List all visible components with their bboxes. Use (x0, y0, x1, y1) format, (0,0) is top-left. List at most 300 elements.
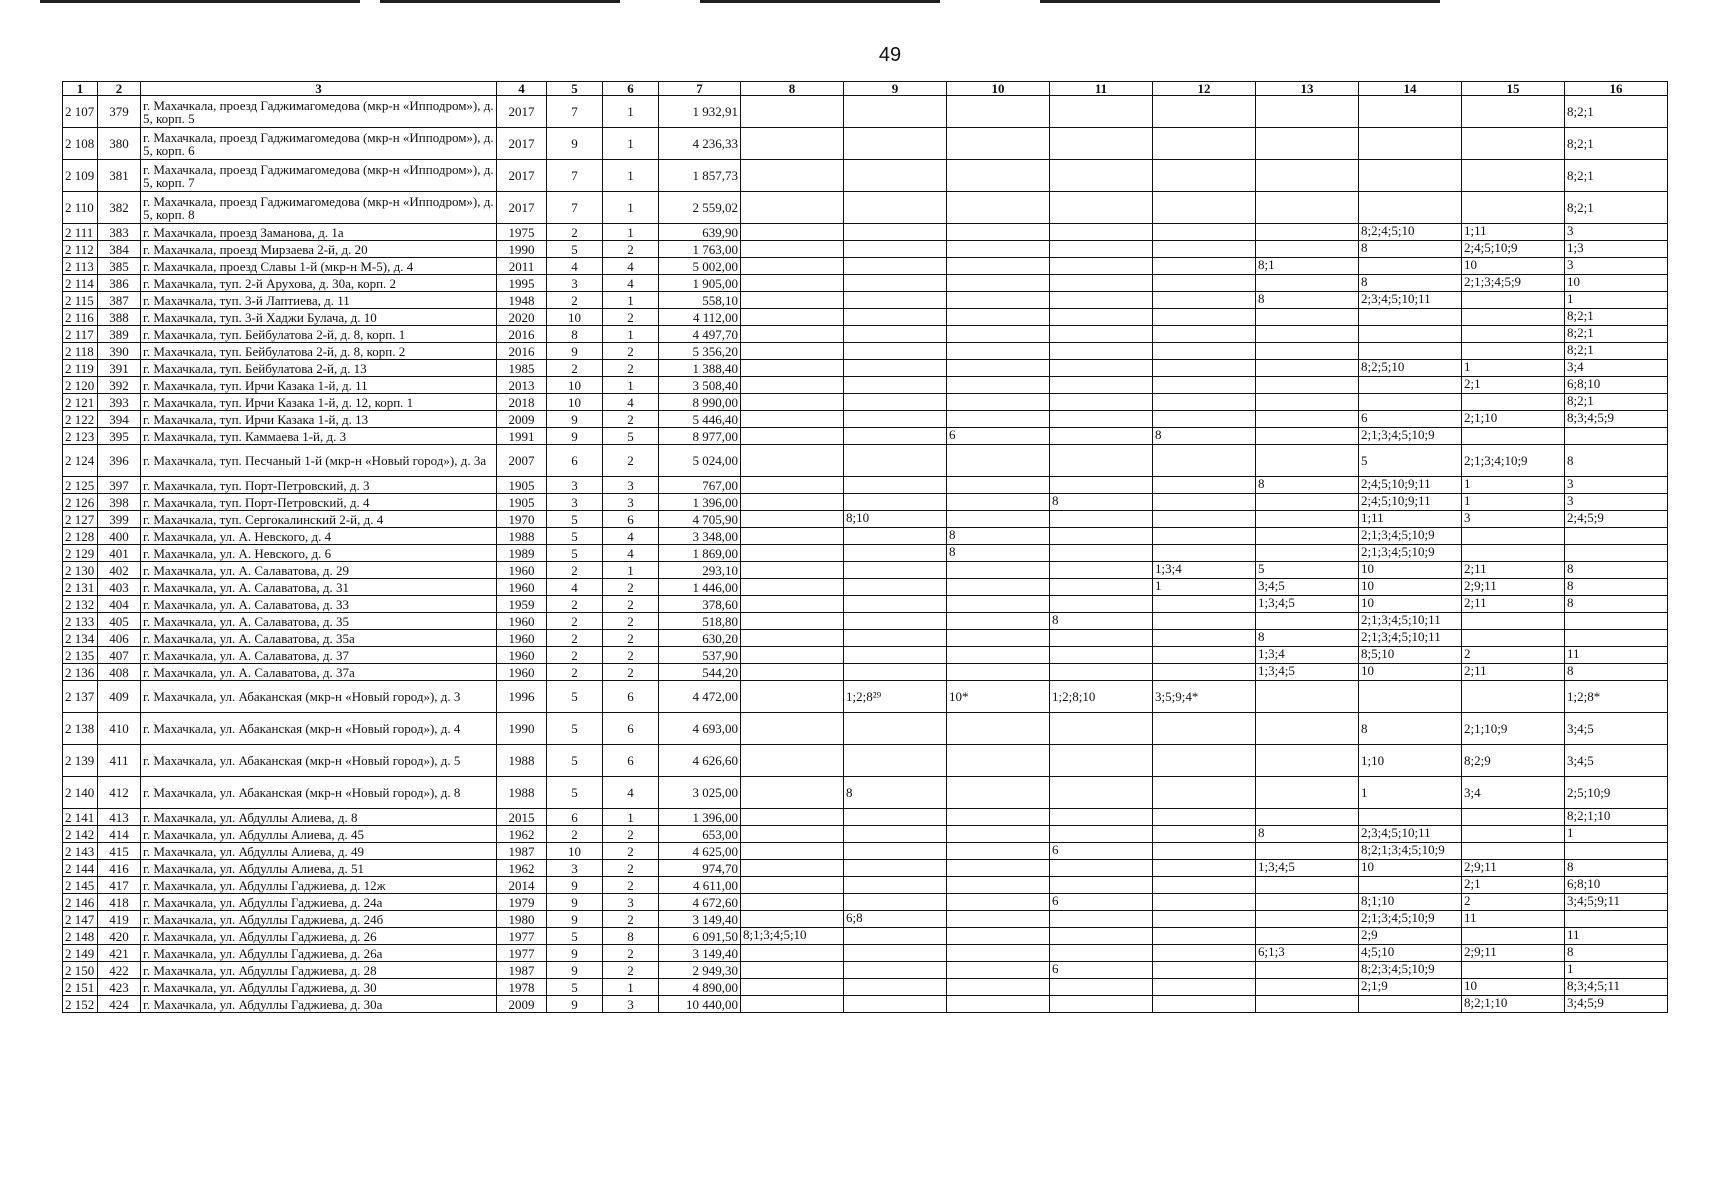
table-cell: 2 128 (63, 528, 98, 545)
table-cell (1050, 860, 1153, 877)
table-cell (1462, 160, 1565, 192)
table-cell: 1960 (497, 647, 547, 664)
table-cell: г. Махачкала, туп. Порт-Петровский, д. 4 (141, 494, 497, 511)
table-cell (741, 562, 844, 579)
table-row (63, 911, 1668, 928)
table-cell: 2 150 (63, 962, 98, 979)
table-cell (1153, 664, 1256, 681)
table-cell: 10 (547, 377, 603, 394)
table-cell (1153, 877, 1256, 894)
table-cell: 2;1;3;4;5;10;9 (1359, 545, 1462, 562)
table-row (63, 377, 1668, 394)
table-cell (1462, 613, 1565, 630)
table-cell (1050, 528, 1153, 545)
table-cell: 400 (98, 528, 141, 545)
table-cell: 7 (547, 96, 603, 128)
table-cell: 6 (603, 745, 659, 777)
table-cell: 2 132 (63, 596, 98, 613)
table-cell: 1 (603, 224, 659, 241)
table-cell (1050, 411, 1153, 428)
table-cell (1256, 128, 1359, 160)
table-cell: 10 (1462, 979, 1565, 996)
table-cell: 3 149,40 (659, 945, 741, 962)
table-cell (1153, 394, 1256, 411)
table-cell: 8 (1565, 945, 1668, 962)
table-cell: 3;4;5 (1565, 713, 1668, 745)
table-cell: 2 122 (63, 411, 98, 428)
table-cell: 2 135 (63, 647, 98, 664)
table-cell (844, 713, 947, 745)
table-cell: 1989 (497, 545, 547, 562)
table-cell: 2 149 (63, 945, 98, 962)
table-cell: г. Махачкала, туп. 2-й Арухова, д. 30а, корп. 2 (141, 275, 497, 292)
table-cell: 3;4;5;9;11 (1565, 894, 1668, 911)
table-cell: 767,00 (659, 477, 741, 494)
table-cell (1050, 877, 1153, 894)
table-cell: 1996 (497, 681, 547, 713)
table-cell (844, 579, 947, 596)
table-cell (1050, 292, 1153, 309)
table-cell (1050, 777, 1153, 809)
table-cell: 2;5;10;9 (1565, 777, 1668, 809)
table-cell (844, 545, 947, 562)
table-cell (741, 411, 844, 428)
table-cell (1050, 309, 1153, 326)
table-cell (1565, 630, 1668, 647)
table-cell (844, 745, 947, 777)
table-cell: 9 (547, 128, 603, 160)
table-cell: 411 (98, 745, 141, 777)
table-cell: 2 138 (63, 713, 98, 745)
table-cell: 2 (603, 579, 659, 596)
table-cell (844, 630, 947, 647)
table-cell: 2;1;3;4;10;9 (1462, 445, 1565, 477)
table-cell: 1 (603, 562, 659, 579)
table-cell: 4 (547, 258, 603, 275)
table-cell: 1 905,00 (659, 275, 741, 292)
table-cell (741, 843, 844, 860)
table-cell: 2;1;3;4;5;10;9 (1359, 911, 1462, 928)
column-header: 6 (603, 82, 659, 96)
table-cell (947, 275, 1050, 292)
table-cell: 8;2;5;10 (1359, 360, 1462, 377)
table-cell (844, 377, 947, 394)
table-row (63, 809, 1668, 826)
column-header: 9 (844, 82, 947, 96)
table-cell: г. Махачкала, туп. Бейбулатова 2-й, д. 8, корп. 2 (141, 343, 497, 360)
table-cell: 5 (547, 713, 603, 745)
table-cell (1256, 224, 1359, 241)
table-cell (1153, 630, 1256, 647)
table-row (63, 343, 1668, 360)
table-cell: 1977 (497, 928, 547, 945)
table-cell: 8;2;1 (1565, 192, 1668, 224)
table-cell (741, 647, 844, 664)
table-cell: 4 626,60 (659, 745, 741, 777)
table-cell (947, 326, 1050, 343)
table-cell: 3 (603, 894, 659, 911)
table-cell: 6 (603, 681, 659, 713)
table-cell: 544,20 (659, 664, 741, 681)
top-edge-mark (40, 0, 360, 3)
table-cell: 8;2;1 (1565, 96, 1668, 128)
table-cell (947, 377, 1050, 394)
table-cell: 3 (1565, 494, 1668, 511)
top-edge-mark (380, 0, 620, 3)
table-cell: 2 116 (63, 309, 98, 326)
table-cell (741, 275, 844, 292)
table-cell: 8;2;1;3;4;5;10;9 (1359, 843, 1462, 860)
table-cell (1256, 160, 1359, 192)
table-cell: 11 (1462, 911, 1565, 928)
table-cell (1462, 681, 1565, 713)
table-cell (947, 928, 1050, 945)
table-cell (1153, 477, 1256, 494)
table-cell: 394 (98, 411, 141, 428)
table-cell: г. Махачкала, проезд Гаджимагомедова (мкр-н «Ипподром»), д. 5, корп. 6 (141, 128, 497, 160)
table-cell: 2 137 (63, 681, 98, 713)
table-cell: 398 (98, 494, 141, 511)
table-cell: 4 (603, 528, 659, 545)
table-cell: 1991 (497, 428, 547, 445)
table-cell: 8;2;3;4;5;10;9 (1359, 962, 1462, 979)
table-cell: 2;1;10;9 (1462, 713, 1565, 745)
table-row (63, 562, 1668, 579)
table-cell (1462, 428, 1565, 445)
table-cell: 2;4;5;10;9 (1462, 241, 1565, 258)
table-cell (1050, 394, 1153, 411)
table-cell (741, 713, 844, 745)
table-cell (1153, 343, 1256, 360)
table-cell (1256, 996, 1359, 1013)
table-cell: 2018 (497, 394, 547, 411)
table-row (63, 579, 1668, 596)
table-cell (1050, 809, 1153, 826)
table-cell (1462, 630, 1565, 647)
table-cell: 2 (603, 596, 659, 613)
table-cell (1256, 394, 1359, 411)
table-cell: г. Махачкала, ул. Абаканская (мкр-н «Новый город»), д. 3 (141, 681, 497, 713)
table-cell: 9 (547, 945, 603, 962)
table-cell: 2 (547, 360, 603, 377)
table-cell: 2;1;3;4;5;10;9 (1359, 528, 1462, 545)
table-cell (1050, 96, 1153, 128)
table-cell: 8 (1565, 579, 1668, 596)
table-row (63, 128, 1668, 160)
table-cell: 8;1;10 (1359, 894, 1462, 911)
table-cell: 383 (98, 224, 141, 241)
table-cell: 1962 (497, 860, 547, 877)
table-cell (1153, 96, 1256, 128)
table-cell (844, 241, 947, 258)
table-cell: 1 (603, 128, 659, 160)
table-cell: 1 396,00 (659, 494, 741, 511)
table-cell: 417 (98, 877, 141, 894)
table-cell: 406 (98, 630, 141, 647)
table-cell: 1960 (497, 562, 547, 579)
table-cell: 1 (1153, 579, 1256, 596)
table-cell (1565, 545, 1668, 562)
table-cell: 8;5;10 (1359, 647, 1462, 664)
table-cell (1050, 911, 1153, 928)
table-cell: 1988 (497, 777, 547, 809)
table-cell (947, 911, 1050, 928)
table-cell (1050, 326, 1153, 343)
table-cell (1256, 241, 1359, 258)
table-cell: 2 109 (63, 160, 98, 192)
table-cell (1256, 275, 1359, 292)
table-cell (844, 343, 947, 360)
table-cell: 8 (1256, 826, 1359, 843)
table-cell: 2 117 (63, 326, 98, 343)
table-cell: 518,80 (659, 613, 741, 630)
table-cell (741, 377, 844, 394)
table-cell: 2;1 (1462, 877, 1565, 894)
table-row (63, 309, 1668, 326)
table-cell: 8;2;1 (1565, 343, 1668, 360)
table-cell: 2;4;5;10;9;11 (1359, 477, 1462, 494)
table-cell: г. Махачкала, ул. А. Невского, д. 6 (141, 545, 497, 562)
table-cell: 6 (1050, 843, 1153, 860)
table-cell: 421 (98, 945, 141, 962)
table-cell (1256, 911, 1359, 928)
table-cell (947, 511, 1050, 528)
table-row (63, 613, 1668, 630)
table-cell (844, 477, 947, 494)
table-cell (1153, 777, 1256, 809)
table-cell (741, 809, 844, 826)
table-cell: 558,10 (659, 292, 741, 309)
table-cell: 2 139 (63, 745, 98, 777)
table-cell: 3;4 (1565, 360, 1668, 377)
top-edge-mark (1040, 0, 1440, 3)
table-cell (1462, 928, 1565, 945)
table-cell: 418 (98, 894, 141, 911)
table-cell (844, 979, 947, 996)
table-row (63, 681, 1668, 713)
table-cell (947, 258, 1050, 275)
table-cell (844, 809, 947, 826)
table-cell: 4 672,60 (659, 894, 741, 911)
table-cell: 379 (98, 96, 141, 128)
table-cell: 8;2;4;5;10 (1359, 224, 1462, 241)
table-cell: 2 121 (63, 394, 98, 411)
table-cell (741, 613, 844, 630)
table-cell: 1988 (497, 528, 547, 545)
table-cell: 390 (98, 343, 141, 360)
table-cell (947, 562, 1050, 579)
table-cell (1256, 377, 1359, 394)
table-cell (1359, 394, 1462, 411)
table-row (63, 96, 1668, 128)
table-cell (1050, 713, 1153, 745)
table-cell: 2 130 (63, 562, 98, 579)
table-cell: 389 (98, 326, 141, 343)
table-row (63, 745, 1668, 777)
table-cell: 1;3;4;5 (1256, 596, 1359, 613)
top-edge-mark (700, 0, 940, 3)
table-cell: 1 763,00 (659, 241, 741, 258)
table-cell (1050, 826, 1153, 843)
table-cell (844, 292, 947, 309)
table-cell: 630,20 (659, 630, 741, 647)
table-cell: 8;2;1 (1565, 326, 1668, 343)
table-cell (947, 494, 1050, 511)
table-cell (1153, 411, 1256, 428)
table-cell: 2 (547, 224, 603, 241)
table-cell (741, 630, 844, 647)
table-cell: 2 113 (63, 258, 98, 275)
table-cell (1256, 613, 1359, 630)
table-cell (844, 394, 947, 411)
table-cell (947, 596, 1050, 613)
table-cell: 2;9;11 (1462, 945, 1565, 962)
table-cell: 2 142 (63, 826, 98, 843)
table-cell: 2 136 (63, 664, 98, 681)
table-cell: 6;8 (844, 911, 947, 928)
table-cell: 8 (547, 326, 603, 343)
table-cell (844, 945, 947, 962)
table-cell: 8 (1359, 275, 1462, 292)
table-row (63, 843, 1668, 860)
table-cell (1462, 343, 1565, 360)
table-cell: 2 140 (63, 777, 98, 809)
table-cell (741, 394, 844, 411)
table-row (63, 928, 1668, 945)
table-cell (1256, 326, 1359, 343)
table-cell: 2 (547, 664, 603, 681)
table-cell (1153, 613, 1256, 630)
table-cell (1050, 428, 1153, 445)
table-cell: 2 (603, 877, 659, 894)
table-cell (947, 579, 1050, 596)
table-cell (1153, 224, 1256, 241)
table-cell (741, 511, 844, 528)
table-cell (1050, 745, 1153, 777)
table-cell: 8 (947, 528, 1050, 545)
table-cell (947, 411, 1050, 428)
table-row (63, 224, 1668, 241)
table-cell (1462, 292, 1565, 309)
table-cell (1359, 160, 1462, 192)
table-cell (1256, 843, 1359, 860)
table-cell: 1 932,91 (659, 96, 741, 128)
table-cell (1153, 945, 1256, 962)
table-cell: 2 (603, 962, 659, 979)
table-cell (741, 596, 844, 613)
table-cell: 639,90 (659, 224, 741, 241)
table-cell: 5 (547, 777, 603, 809)
table-cell (1462, 545, 1565, 562)
table-cell: 2 127 (63, 511, 98, 528)
column-header: 11 (1050, 82, 1153, 96)
table-row (63, 241, 1668, 258)
table-cell (1462, 128, 1565, 160)
table-cell: 402 (98, 562, 141, 579)
table-cell: 6;8;10 (1565, 877, 1668, 894)
table-cell: 1 (1462, 477, 1565, 494)
table-cell: 10 (1359, 579, 1462, 596)
table-cell: 2 (547, 562, 603, 579)
table-cell: 8 (1050, 613, 1153, 630)
table-cell (1050, 945, 1153, 962)
table-cell: 1978 (497, 979, 547, 996)
table-cell: 8 (1359, 241, 1462, 258)
table-cell: г. Махачкала, ул. Абдуллы Гаджиева, д. 12ж (141, 877, 497, 894)
table-cell: 5 446,40 (659, 411, 741, 428)
table-cell: г. Махачкала, ул. Абаканская (мкр-н «Новый город»), д. 8 (141, 777, 497, 809)
column-header: 1 (63, 82, 98, 96)
table-cell (844, 877, 947, 894)
table-cell (741, 860, 844, 877)
table-cell: 2 133 (63, 613, 98, 630)
table-cell: г. Махачкала, туп. Сергокалинский 2-й, д. 4 (141, 511, 497, 528)
table-cell (844, 160, 947, 192)
table-cell (741, 664, 844, 681)
table-cell: 2;3;4;5;10;11 (1359, 826, 1462, 843)
table-cell (1256, 511, 1359, 528)
table-cell (1153, 826, 1256, 843)
table-cell (1256, 979, 1359, 996)
table-cell (844, 996, 947, 1013)
table-row (63, 713, 1668, 745)
table-cell (1462, 962, 1565, 979)
table-cell: 8 (1256, 630, 1359, 647)
table-cell: 6 (947, 428, 1050, 445)
table-cell (1153, 928, 1256, 945)
table-cell: 2 144 (63, 860, 98, 877)
table-cell: 3 (1565, 224, 1668, 241)
table-cell: г. Махачкала, ул. Абаканская (мкр-н «Новый город»), д. 5 (141, 745, 497, 777)
table-cell (1153, 962, 1256, 979)
table-cell (1050, 445, 1153, 477)
table-cell (1153, 275, 1256, 292)
table-cell: 10 (1565, 275, 1668, 292)
table-row (63, 511, 1668, 528)
table-cell: 2 131 (63, 579, 98, 596)
table-cell: 293,10 (659, 562, 741, 579)
table-cell (741, 160, 844, 192)
table-cell (741, 528, 844, 545)
table-cell (741, 494, 844, 511)
table-cell: 5 (1359, 445, 1462, 477)
table-cell (947, 894, 1050, 911)
table-cell: 4 497,70 (659, 326, 741, 343)
table-cell (947, 630, 1050, 647)
table-cell (1256, 777, 1359, 809)
table-cell: 3 508,40 (659, 377, 741, 394)
table-cell: 393 (98, 394, 141, 411)
table-cell (947, 394, 1050, 411)
column-header: 5 (547, 82, 603, 96)
table-cell: 408 (98, 664, 141, 681)
table-cell: 1948 (497, 292, 547, 309)
table-cell: 8 (1565, 445, 1668, 477)
table-cell: 2 (1462, 647, 1565, 664)
table-cell (844, 326, 947, 343)
table-cell: 8;1 (1256, 258, 1359, 275)
table-cell: 6 (603, 713, 659, 745)
table-cell: 2 (547, 647, 603, 664)
table-cell: 396 (98, 445, 141, 477)
table-cell (1256, 343, 1359, 360)
table-cell (1565, 613, 1668, 630)
table-cell (1565, 843, 1668, 860)
table-cell (1050, 511, 1153, 528)
table-cell: 8 (1153, 428, 1256, 445)
table-cell: г. Махачкала, туп. Каммаева 1-й, д. 3 (141, 428, 497, 445)
table-cell: 2;4;5;10;9;11 (1359, 494, 1462, 511)
